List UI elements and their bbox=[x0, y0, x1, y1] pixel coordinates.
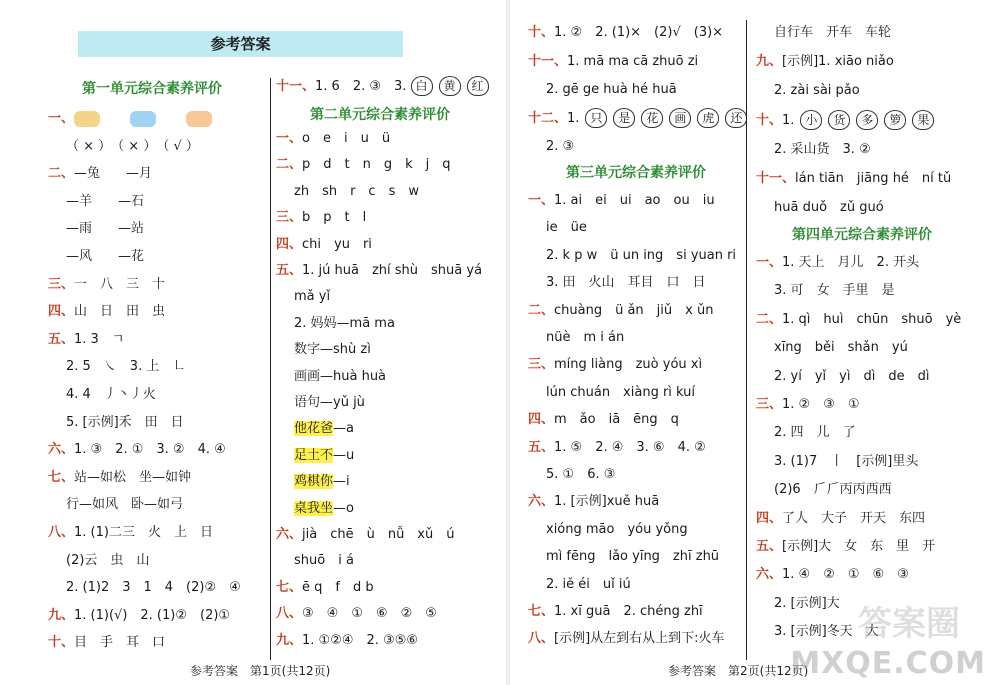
answer-text: [示例]1. xiāo niǎo bbox=[782, 54, 894, 70]
answer-text: 2. [示例]大 bbox=[774, 595, 840, 611]
answer-text: 站—如松 坐—如钟 bbox=[74, 469, 192, 485]
question-number: 六、 bbox=[528, 494, 555, 510]
question-number: 十一、 bbox=[528, 53, 568, 69]
answer-line bbox=[276, 207, 366, 229]
answer-text: 3. (1)7 丨 [示例]里头 bbox=[774, 453, 919, 469]
character-box: 还 bbox=[725, 108, 747, 128]
answer-text: b p t l bbox=[302, 210, 367, 226]
question-number: 十一、 bbox=[756, 171, 796, 186]
answer-line bbox=[756, 366, 929, 388]
question-number: 二、 bbox=[756, 311, 783, 327]
answer-text: [示例]从左到右从上到下:火车 bbox=[554, 631, 725, 647]
answer-line bbox=[528, 382, 695, 404]
highlighted-characters: 他花爸 bbox=[294, 421, 334, 437]
question-number: 四、 bbox=[756, 510, 783, 526]
answer-text: lún chuán xiàng rì kuí bbox=[546, 384, 696, 400]
answer-text: 1. (1)二三 火 上 日 bbox=[74, 525, 213, 540]
answer-line bbox=[756, 309, 961, 331]
answer-text: 2. 四 儿 了 bbox=[774, 425, 856, 441]
question-number: 三、 bbox=[528, 357, 555, 373]
answer-line bbox=[528, 108, 753, 130]
answer-text: m ǎo iā ēng q bbox=[554, 412, 679, 428]
watermark-text: MXQE.COM bbox=[790, 646, 986, 681]
answer-text: xīng běi shǎn yú bbox=[774, 340, 908, 356]
answer-text: 5. [示例]禾 田 日 bbox=[66, 414, 184, 430]
answer-line bbox=[756, 394, 860, 416]
answer-line bbox=[528, 601, 703, 623]
answer-text: 3. 田 火山 耳目 口 日 bbox=[546, 275, 706, 291]
answer-text: 2. zài sài pǎo bbox=[774, 83, 860, 99]
answer-text: 2. gē ge huà hé huā bbox=[546, 82, 677, 97]
answer-line bbox=[276, 260, 482, 282]
answer-line bbox=[756, 337, 908, 359]
answer-line bbox=[756, 536, 935, 558]
answer-line bbox=[276, 550, 354, 572]
answer-text: 3. [示例]冬天 大 bbox=[774, 624, 879, 640]
answer-line bbox=[276, 181, 419, 203]
answer-line bbox=[48, 384, 156, 406]
answer-text: 画画—huà huà bbox=[294, 368, 387, 384]
question-number: 五、 bbox=[276, 263, 303, 278]
answer-text: —a bbox=[333, 421, 354, 437]
answer-text: 2. (1)2 3 1 4 (2)② ④ bbox=[66, 580, 241, 596]
answer-text: lán tiān jiāng hé ní tǔ bbox=[795, 171, 952, 186]
page1-left-column bbox=[48, 0, 268, 660]
question-number: 三、 bbox=[276, 210, 303, 226]
answer-text: 1. ⑤ 2. ④ 3. ⑥ 4. ② bbox=[554, 439, 706, 455]
character-box: 果 bbox=[912, 110, 934, 130]
picture-icon bbox=[130, 111, 156, 127]
answer-text: mǎ yǐ bbox=[294, 289, 331, 305]
section-title-unit1: 第一单元综合素养评价 bbox=[82, 81, 222, 97]
answer-text: 2. 5 ㇏ 3. 上 ㇗ bbox=[66, 359, 186, 375]
answer-line bbox=[528, 546, 719, 568]
answer-line bbox=[276, 392, 365, 414]
answer-line bbox=[276, 313, 395, 335]
question-number: 七、 bbox=[528, 604, 555, 619]
answer-line bbox=[48, 522, 213, 544]
character-box: 箩 bbox=[884, 110, 906, 130]
answer-text: 一 八 三 十 bbox=[74, 276, 166, 292]
answer-line bbox=[48, 550, 149, 572]
answer-line bbox=[756, 252, 919, 274]
picture-icon bbox=[74, 111, 100, 127]
answer-line bbox=[48, 356, 185, 378]
answer-text: 2. ③ bbox=[546, 139, 575, 154]
question-number: 四、 bbox=[48, 304, 75, 320]
page-footer: 参考答案 第2页(共12页) bbox=[668, 664, 809, 678]
answer-text: [示例]大 女 东 里 开 bbox=[782, 539, 936, 554]
answer-text: —兔 —月 bbox=[74, 166, 153, 182]
answer-line bbox=[276, 471, 350, 493]
answer-text: chuàng ü ǎn jiǔ x ǔn bbox=[554, 302, 714, 318]
answer-text: 1. bbox=[782, 112, 795, 128]
answer-line bbox=[276, 603, 437, 625]
answer-text: 2. 采山货 3. ② bbox=[774, 141, 871, 157]
answer-text: zh sh r c s w bbox=[294, 183, 419, 199]
question-number: 六、 bbox=[756, 567, 783, 583]
answer-text: 了人 大子 开天 东四 bbox=[782, 510, 926, 526]
answer-line bbox=[276, 339, 371, 361]
question-number: 六、 bbox=[276, 527, 303, 542]
question-number: 五、 bbox=[48, 331, 75, 347]
answer-line bbox=[756, 422, 856, 444]
answer-line bbox=[48, 136, 199, 158]
answer-line bbox=[756, 593, 840, 615]
question-number: 九、 bbox=[276, 632, 303, 648]
question-number: 七、 bbox=[276, 579, 303, 595]
answer-line bbox=[48, 218, 144, 240]
answer-text: （ × ） （ × ） （ √ ） bbox=[66, 138, 199, 154]
answer-line bbox=[276, 128, 390, 150]
answer-text: 山 日 田 虫 bbox=[74, 304, 166, 320]
answer-text: 5. ① 6. ③ bbox=[546, 467, 616, 482]
page2-left-column bbox=[528, 0, 752, 660]
answer-line bbox=[48, 494, 183, 516]
answer-text: mì fēng lǎo yīng zhī zhū bbox=[546, 549, 720, 565]
answer-text: 2. 妈妈—mā ma bbox=[294, 315, 395, 331]
section-title-unit4: 第四单元综合素养评价 bbox=[792, 227, 932, 243]
answer-line bbox=[528, 217, 587, 239]
answer-line bbox=[276, 234, 372, 256]
answer-line bbox=[276, 577, 374, 599]
answer-line bbox=[276, 630, 418, 652]
question-number: 六、 bbox=[48, 442, 75, 458]
page-2 bbox=[508, 0, 1000, 685]
answer-text: —风 —花 bbox=[66, 249, 145, 264]
character-box: 货 bbox=[828, 110, 850, 130]
answer-text: 2. k p w ü un ing si yuan ri bbox=[546, 247, 737, 263]
answer-text: 1. ①②④ 2. ③⑤⑥ bbox=[302, 632, 419, 648]
question-number: 十二、 bbox=[528, 110, 568, 126]
answer-line bbox=[528, 22, 723, 44]
highlighted-characters: 鸡棋你 bbox=[294, 474, 334, 490]
question-number: 八、 bbox=[48, 525, 75, 540]
answer-text: 1. jú huā zhí shù shuā yá bbox=[302, 263, 483, 278]
highlighted-characters: 桌我坐 bbox=[294, 500, 334, 516]
character-box: 黄 bbox=[439, 76, 461, 96]
question-number: 十、 bbox=[48, 635, 75, 651]
answer-line bbox=[756, 479, 892, 501]
answer-line bbox=[276, 366, 386, 388]
answer-text: chi yu ri bbox=[302, 236, 372, 252]
character-box: 小 bbox=[800, 110, 822, 130]
answer-line bbox=[528, 437, 706, 459]
answer-text: míng liàng zuò yóu xì bbox=[554, 357, 703, 373]
question-number: 一、 bbox=[528, 193, 555, 208]
answer-line bbox=[756, 564, 909, 586]
section-title-unit3: 第三单元综合素养评价 bbox=[566, 165, 706, 181]
answer-text: 目 手 耳 口 bbox=[74, 635, 166, 651]
answer-text: xióng māo yóu yǒng bbox=[546, 521, 688, 537]
question-number: 五、 bbox=[756, 539, 783, 554]
answer-text: (2)6 𠂆𠂆丙丙西西 bbox=[774, 482, 892, 498]
answer-text: (2)云 虫 山 bbox=[66, 552, 150, 568]
question-number: 五、 bbox=[528, 439, 555, 455]
answer-line bbox=[276, 498, 354, 520]
answer-text: 1. [示例]xuě huā bbox=[554, 494, 660, 510]
answer-line bbox=[276, 524, 454, 546]
answer-line bbox=[276, 154, 451, 176]
answer-text: 2. yí yǐ yì dì de dì bbox=[774, 368, 930, 384]
question-number: 二、 bbox=[276, 157, 303, 173]
watermark-logo: 答案圈 bbox=[858, 604, 960, 644]
answer-line bbox=[276, 445, 354, 467]
answer-line bbox=[756, 508, 925, 530]
answer-line bbox=[48, 632, 165, 654]
answer-line bbox=[528, 327, 624, 349]
answer-text: 自行车 开车 车轮 bbox=[774, 25, 892, 40]
answer-text: 1. 天上 月儿 2. 开头 bbox=[782, 255, 920, 270]
answer-line bbox=[528, 464, 615, 486]
answer-line bbox=[276, 418, 354, 440]
answer-text: jià chē ù nǚ xǔ ú bbox=[302, 527, 455, 542]
character-box: 虎 bbox=[697, 108, 719, 128]
question-number: 三、 bbox=[48, 276, 75, 292]
question-number: 二、 bbox=[528, 302, 555, 318]
character-box: 是 bbox=[613, 108, 635, 128]
question-number: 二、 bbox=[48, 166, 75, 182]
answer-line bbox=[528, 51, 698, 73]
page-footer: 参考答案 第1页(共12页) bbox=[190, 664, 331, 678]
answer-text: p d t n g k j q bbox=[302, 157, 451, 173]
question-number: 一、 bbox=[48, 111, 75, 126]
answer-text: 1. ③ 2. ① 3. ② 4. ④ bbox=[74, 442, 226, 458]
answer-text: o e i u ü bbox=[302, 131, 391, 146]
answer-line bbox=[528, 519, 688, 541]
answer-line bbox=[528, 245, 736, 267]
picture-icon bbox=[186, 111, 212, 127]
answer-line bbox=[48, 108, 242, 130]
answer-text: —o bbox=[333, 500, 354, 516]
question-number: 九、 bbox=[48, 607, 75, 623]
answer-line bbox=[48, 605, 230, 627]
question-number: 八、 bbox=[528, 631, 555, 647]
character-box: 多 bbox=[856, 110, 878, 130]
character-boxes bbox=[411, 79, 495, 94]
answer-text: 1. (1)(√) 2. (1)② (2)① bbox=[74, 607, 231, 623]
answer-text: 数字—shù zì bbox=[294, 342, 371, 358]
answer-line bbox=[48, 301, 165, 323]
highlighted-characters: 足土不 bbox=[294, 447, 334, 463]
answer-text: 1. qì huì chūn shuō yè bbox=[782, 311, 962, 327]
answer-line bbox=[48, 412, 184, 434]
column-divider bbox=[270, 78, 271, 660]
answer-text: 1. ai ei ui ao ou iu bbox=[554, 193, 715, 208]
question-number: 九、 bbox=[756, 54, 783, 70]
answer-text: —i bbox=[333, 474, 350, 490]
answer-line bbox=[756, 451, 918, 473]
question-number: 四、 bbox=[528, 412, 555, 428]
question-number: 四、 bbox=[276, 236, 303, 252]
answer-line bbox=[756, 139, 871, 161]
answer-header: 参考答案 bbox=[78, 31, 403, 57]
answer-line bbox=[756, 22, 891, 44]
answer-line bbox=[528, 300, 713, 322]
question-number: 七、 bbox=[48, 469, 75, 485]
answer-line bbox=[528, 354, 702, 376]
answer-text: 1. ② 2. (1)× (2)√ (3)× bbox=[554, 25, 724, 40]
question-number: 八、 bbox=[276, 606, 303, 622]
character-box: 白 bbox=[411, 76, 433, 96]
answer-line bbox=[528, 491, 659, 513]
column-divider bbox=[746, 20, 747, 660]
answer-text: 2. iě éi uǐ iú bbox=[546, 576, 631, 592]
question-number: 三、 bbox=[756, 397, 783, 412]
answer-text: 1. 6 2. ③ 3. bbox=[315, 79, 407, 94]
answer-text: 1. bbox=[567, 110, 580, 126]
answer-line bbox=[528, 628, 725, 650]
answer-line bbox=[756, 280, 895, 302]
section-title-unit2: 第二单元综合素养评价 bbox=[310, 107, 450, 123]
answer-line bbox=[276, 76, 495, 98]
answer-line bbox=[756, 80, 860, 102]
answer-text: ③ ④ ① ⑥ ② ⑤ bbox=[302, 606, 437, 622]
answer-text: 语句—yǔ jù bbox=[294, 395, 365, 410]
question-number: 十一、 bbox=[276, 79, 316, 94]
answer-text: 1. ④ ② ① ⑥ ③ bbox=[782, 567, 909, 583]
answer-line bbox=[48, 246, 144, 268]
answer-text: 1. mā ma cā zhuō zi bbox=[567, 53, 699, 69]
question-number: 一、 bbox=[756, 255, 783, 270]
question-number: 十、 bbox=[756, 112, 783, 128]
answer-line bbox=[756, 197, 884, 219]
answer-text: ē q f d b bbox=[302, 579, 374, 595]
answer-line bbox=[276, 286, 330, 308]
answer-text: ie üe bbox=[546, 220, 587, 236]
question-number: 十、 bbox=[528, 25, 555, 40]
answer-line bbox=[48, 163, 152, 185]
character-box: 红 bbox=[467, 76, 489, 96]
answer-line bbox=[48, 329, 124, 351]
answer-line bbox=[48, 274, 165, 296]
character-box: 画 bbox=[669, 108, 691, 128]
answer-text: nüè m i án bbox=[546, 330, 625, 345]
answer-text: —u bbox=[333, 447, 355, 463]
answer-text: 3. 可 女 手里 是 bbox=[774, 283, 895, 299]
answer-line bbox=[528, 190, 715, 212]
answer-line bbox=[528, 409, 679, 431]
character-box: 花 bbox=[641, 108, 663, 128]
answer-text: 1. ② ③ ① bbox=[782, 397, 860, 412]
answer-text: 1. xī guā 2. chéng zhī bbox=[554, 604, 703, 619]
answer-text: 1. 3 ㄱ bbox=[74, 331, 125, 347]
answer-line bbox=[756, 110, 940, 132]
page2-right-column bbox=[756, 0, 994, 660]
question-number: 一、 bbox=[276, 131, 303, 146]
answer-text: 4. 4 丿丶丿火 bbox=[66, 387, 156, 402]
answer-line bbox=[48, 467, 191, 489]
answer-line bbox=[528, 574, 631, 596]
answer-line bbox=[48, 577, 241, 599]
answer-text: 行—如风 卧—如弓 bbox=[66, 497, 184, 513]
answer-line bbox=[48, 191, 144, 213]
answer-line bbox=[528, 79, 677, 101]
answer-text: —雨 —站 bbox=[66, 221, 145, 237]
page1-right-column bbox=[276, 0, 502, 660]
answer-text: —羊 —石 bbox=[66, 193, 145, 209]
answer-line bbox=[528, 136, 574, 158]
answer-line bbox=[528, 272, 706, 294]
answer-line bbox=[48, 439, 226, 461]
character-box: 只 bbox=[585, 108, 607, 128]
answer-text: shuō i á bbox=[294, 553, 354, 569]
answer-line bbox=[756, 51, 894, 73]
answer-line bbox=[756, 168, 951, 190]
answer-text: huā duǒ zǔ guó bbox=[774, 200, 884, 216]
